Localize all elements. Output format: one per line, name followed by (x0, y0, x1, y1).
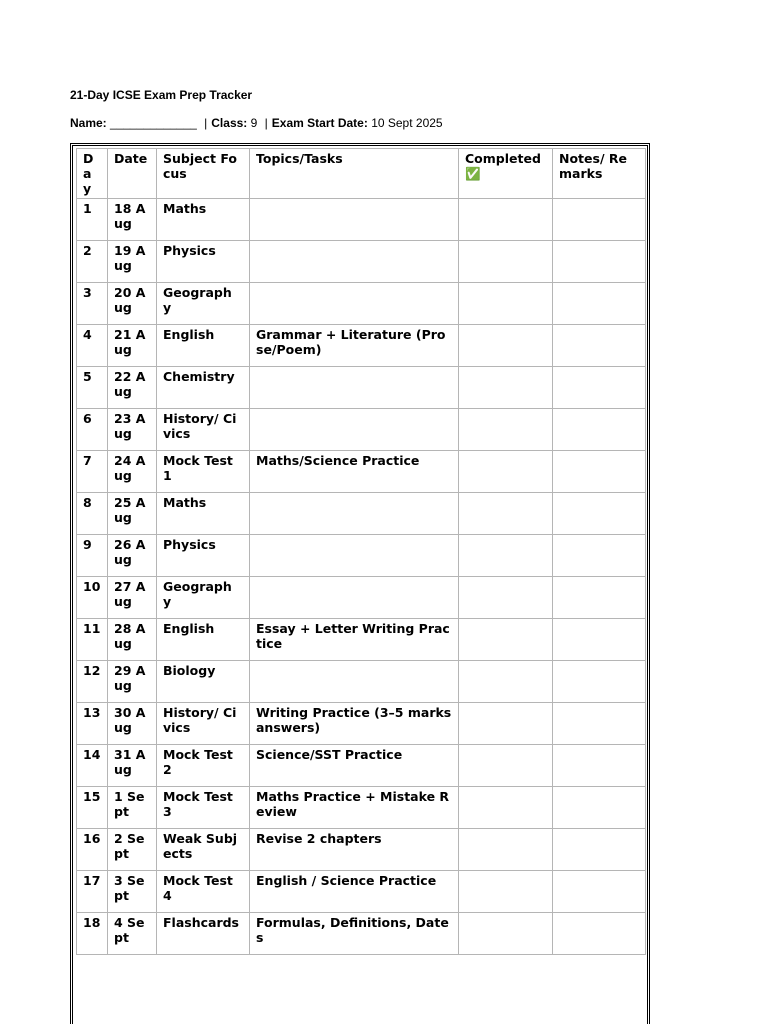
date-cell: 24 Aug (108, 451, 157, 493)
table-row (77, 703, 646, 745)
day-cell: 9 (77, 535, 108, 577)
subject-cell: Maths (157, 493, 250, 535)
table-row (77, 661, 646, 703)
notes-cell[interactable] (553, 199, 646, 241)
table-row (77, 619, 646, 661)
topic-cell[interactable] (250, 577, 459, 619)
table-row (77, 241, 646, 283)
subject-cell: History/ Civics (157, 703, 250, 745)
table-body (77, 199, 646, 955)
date-cell: 2 Sept (108, 829, 157, 871)
completed-cell[interactable] (459, 577, 553, 619)
subject-cell: Biology (157, 661, 250, 703)
divider: | (264, 116, 268, 130)
day-cell: 3 (77, 283, 108, 325)
completed-cell[interactable] (459, 619, 553, 661)
notes-cell[interactable] (553, 661, 646, 703)
header-completed: Completed ✅ (459, 149, 553, 199)
date-cell: 25 Aug (108, 493, 157, 535)
date-cell: 28 Aug (108, 619, 157, 661)
table-row (77, 283, 646, 325)
table-row (77, 913, 646, 955)
table-row (77, 493, 646, 535)
day-cell: 5 (77, 367, 108, 409)
completed-cell[interactable] (459, 493, 553, 535)
date-cell: 4 Sept (108, 913, 157, 955)
completed-cell[interactable] (459, 703, 553, 745)
table-row (77, 745, 646, 787)
date-cell: 21 Aug (108, 325, 157, 367)
topic-cell[interactable] (250, 367, 459, 409)
subject-cell: English (157, 619, 250, 661)
topic-cell[interactable] (250, 241, 459, 283)
topic-cell[interactable] (250, 535, 459, 577)
subject-cell: Flashcards (157, 913, 250, 955)
completed-cell[interactable] (459, 871, 553, 913)
day-cell: 16 (77, 829, 108, 871)
notes-cell[interactable] (553, 451, 646, 493)
header-row (77, 149, 646, 199)
completed-cell[interactable] (459, 535, 553, 577)
date-cell: 18 Aug (108, 199, 157, 241)
topic-cell[interactable] (250, 661, 459, 703)
subject-cell: Mock Test 3 (157, 787, 250, 829)
date-cell: 1 Sept (108, 787, 157, 829)
topic-cell[interactable]: English / Science Practice (250, 871, 459, 913)
header-subject: Subject Focus (157, 149, 250, 199)
completed-cell[interactable] (459, 241, 553, 283)
table-header (77, 149, 646, 199)
completed-cell[interactable] (459, 325, 553, 367)
header-notes: Notes/ Remarks (553, 149, 646, 199)
day-cell: 13 (77, 703, 108, 745)
topic-cell[interactable] (250, 199, 459, 241)
notes-cell[interactable] (553, 325, 646, 367)
notes-cell[interactable] (553, 367, 646, 409)
class-label: Class: (211, 116, 248, 130)
subject-cell: Chemistry (157, 367, 250, 409)
topic-cell[interactable]: Maths Practice + Mistake Review (250, 787, 459, 829)
notes-cell[interactable] (553, 913, 646, 955)
topic-cell[interactable]: Science/SST Practice (250, 745, 459, 787)
date-cell: 29 Aug (108, 661, 157, 703)
day-cell: 15 (77, 787, 108, 829)
completed-cell[interactable] (459, 661, 553, 703)
notes-cell[interactable] (553, 241, 646, 283)
divider: | (204, 116, 208, 130)
completed-cell[interactable] (459, 829, 553, 871)
table-row (77, 535, 646, 577)
topic-cell[interactable] (250, 283, 459, 325)
day-cell: 1 (77, 199, 108, 241)
notes-cell[interactable] (553, 745, 646, 787)
subject-cell: Maths (157, 199, 250, 241)
date-cell: 19 Aug (108, 241, 157, 283)
notes-cell[interactable] (553, 787, 646, 829)
subject-cell: Mock Test 1 (157, 451, 250, 493)
day-cell: 12 (77, 661, 108, 703)
header-date: Date (108, 149, 157, 199)
topic-cell[interactable]: Maths/Science Practice (250, 451, 459, 493)
notes-cell[interactable] (553, 871, 646, 913)
day-cell: 11 (77, 619, 108, 661)
completed-cell[interactable] (459, 283, 553, 325)
table-row (77, 829, 646, 871)
topic-cell[interactable]: Essay + Letter Writing Practice (250, 619, 459, 661)
tracker-table-frame (70, 143, 650, 1024)
subject-cell: Physics (157, 241, 250, 283)
day-cell: 2 (77, 241, 108, 283)
table-row (77, 787, 646, 829)
document-title: 21-Day ICSE Exam Prep Tracker (70, 88, 253, 102)
subject-cell: Geograph y (157, 577, 250, 619)
date-cell: 26 Aug (108, 535, 157, 577)
day-cell: 7 (77, 451, 108, 493)
date-cell: 23 Aug (108, 409, 157, 451)
date-cell: 20 Aug (108, 283, 157, 325)
completed-cell[interactable] (459, 913, 553, 955)
completed-cell[interactable] (459, 745, 553, 787)
day-cell: 14 (77, 745, 108, 787)
notes-cell[interactable] (553, 829, 646, 871)
notes-cell[interactable] (553, 703, 646, 745)
topic-cell[interactable] (250, 493, 459, 535)
day-cell: 6 (77, 409, 108, 451)
day-cell: 10 (77, 577, 108, 619)
student-info-line (70, 116, 443, 130)
table-row (77, 871, 646, 913)
subject-cell: History/ Civics (157, 409, 250, 451)
header-topics: Topics/Tasks (250, 149, 459, 199)
topic-cell[interactable]: Revise 2 chapters (250, 829, 459, 871)
completed-cell[interactable] (459, 367, 553, 409)
subject-cell: Physics (157, 535, 250, 577)
notes-cell[interactable] (553, 577, 646, 619)
table-row (77, 367, 646, 409)
subject-cell: Weak Subjects (157, 829, 250, 871)
topic-cell[interactable]: Formulas, Definitions, Dates (250, 913, 459, 955)
notes-cell[interactable] (553, 535, 646, 577)
table-row (77, 451, 646, 493)
topic-cell[interactable]: Writing Practice (3–5 marks answers) (250, 703, 459, 745)
table-row (77, 325, 646, 367)
exam-start-label: Exam Start Date: (271, 116, 368, 130)
date-cell: 31 Aug (108, 745, 157, 787)
date-cell: 27 Aug (108, 577, 157, 619)
table-row (77, 199, 646, 241)
date-cell: 22 Aug (108, 367, 157, 409)
name-label: Name: (70, 116, 107, 130)
date-cell: 3 Sept (108, 871, 157, 913)
name-field[interactable]: _____________ (110, 116, 197, 130)
date-cell: 30 Aug (108, 703, 157, 745)
subject-cell: Mock Test 2 (157, 745, 250, 787)
topic-cell[interactable] (250, 409, 459, 451)
notes-cell[interactable] (553, 409, 646, 451)
table-row (77, 577, 646, 619)
exam-start-value: 10 Sept 2025 (371, 116, 443, 130)
notes-cell[interactable] (553, 283, 646, 325)
completed-cell[interactable] (459, 787, 553, 829)
day-cell: 17 (77, 871, 108, 913)
header-day: Da y (77, 149, 108, 199)
completed-cell[interactable] (459, 409, 553, 451)
subject-cell: Geograph y (157, 283, 250, 325)
day-cell: 18 (77, 913, 108, 955)
notes-cell[interactable] (553, 493, 646, 535)
day-cell: 8 (77, 493, 108, 535)
subject-cell: Mock Test 4 (157, 871, 250, 913)
tracker-table (76, 148, 646, 955)
subject-cell: English (157, 325, 250, 367)
completed-cell[interactable] (459, 451, 553, 493)
notes-cell[interactable] (553, 619, 646, 661)
completed-cell[interactable] (459, 199, 553, 241)
table-row (77, 409, 646, 451)
topic-cell[interactable]: Grammar + Literature (Prose/Poem) (250, 325, 459, 367)
day-cell: 4 (77, 325, 108, 367)
class-value: 9 (250, 116, 258, 130)
